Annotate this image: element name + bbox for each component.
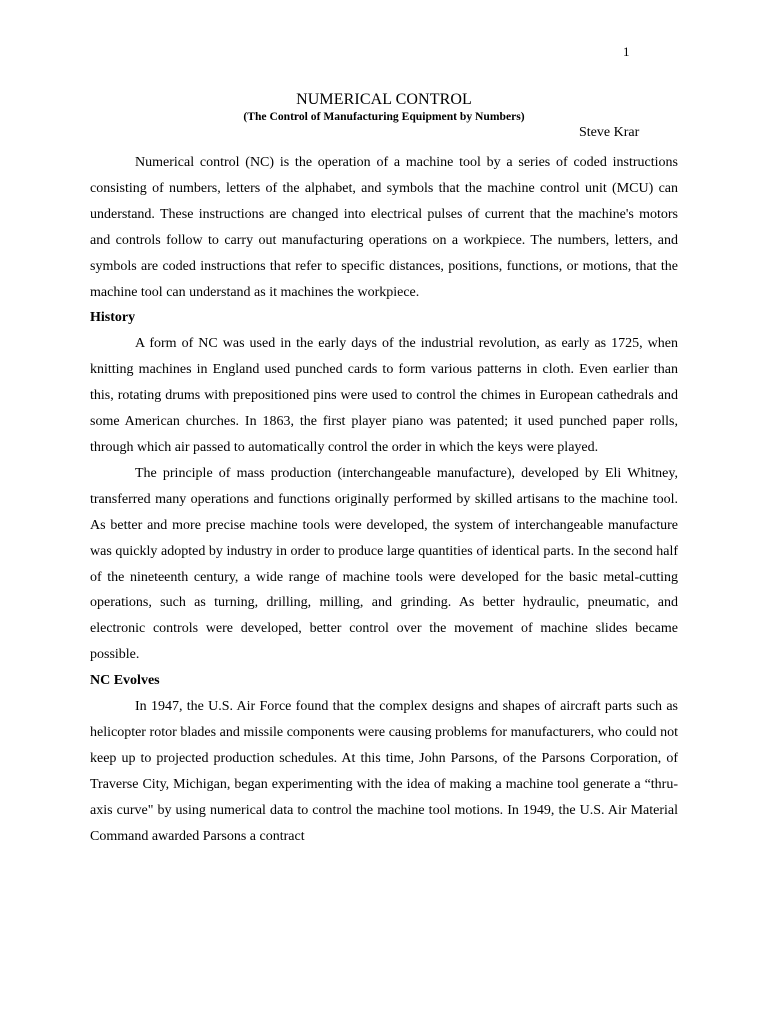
- section-heading-history: History: [90, 310, 136, 326]
- section-heading-nc-evolves: NC Evolves: [90, 673, 160, 689]
- intro-paragraph: Numerical control (NC) is the operation of a machine tool by a series of coded instructions consisting of numbers, letters of the alphabet, and symbols that the machine control unit (MCU) can understand. These instructions are changed into electrical pulses of current that the machine's motors and controls follow to carry out manufacturing operations on a workpiece. The numbers, letters, and symbols are coded instructions that refer to specific distances, positions, functions, or motions, that the machine tool can understand as it machines the workpiece.: [90, 155, 678, 300]
- document-subtitle: (The Control of Manufacturing Equipment by Numbers): [243, 110, 525, 123]
- history-paragraph-2: The principle of mass production (interchangeable manufacture), developed by Eli Whitney, transferred many operations and functions originally performed by skilled artisans to the machine tool. As better and more precise machine tools were developed, the system of interchangeable manufacture was quickly adopted by industry in order to produce large quantities of identical parts. In the second half of the nineteenth century, a wide range of machine tools were developed for the basic metal-cutting operations, such as turning, drilling, milling, and grinding. As better hydraulic, pneumatic, and electronic controls were developed, better control over the movement of machine slides became possible.: [90, 465, 678, 663]
- page-number: 1: [623, 44, 630, 59]
- document-body: [90, 150, 678, 849]
- nc-evolves-paragraph-1: In 1947, the U.S. Air Force found that the complex designs and shapes of aircraft parts such as helicopter rotor blades and missile components were causing problems for manufacturers, who could not keep up to projected production schedules. At this time, John Parsons, of the Parsons Corporation, of Traverse City, Michigan, began experimenting with the idea of making a machine tool generate a “thru-axis curve" by using numerical data to control the machine tool motions. In 1949, the U.S. Air Material Command awarded Parsons a contract: [90, 699, 678, 844]
- history-paragraph-1: A form of NC was used in the early days of the industrial revolution, as early as 1725, when knitting machines in England used punched cards to form various patterns in cloth. Even earlier than this, rotating drums with prepositioned pins were used to control the chimes in European cathedrals and some American churches. In 1863, the first player piano was patented; it used punched paper rolls, through which air passed to automatically control the order in which the keys were played.: [90, 336, 678, 455]
- author-name: Steve Krar: [579, 125, 640, 140]
- document-title: NUMERICAL CONTROL: [296, 91, 472, 108]
